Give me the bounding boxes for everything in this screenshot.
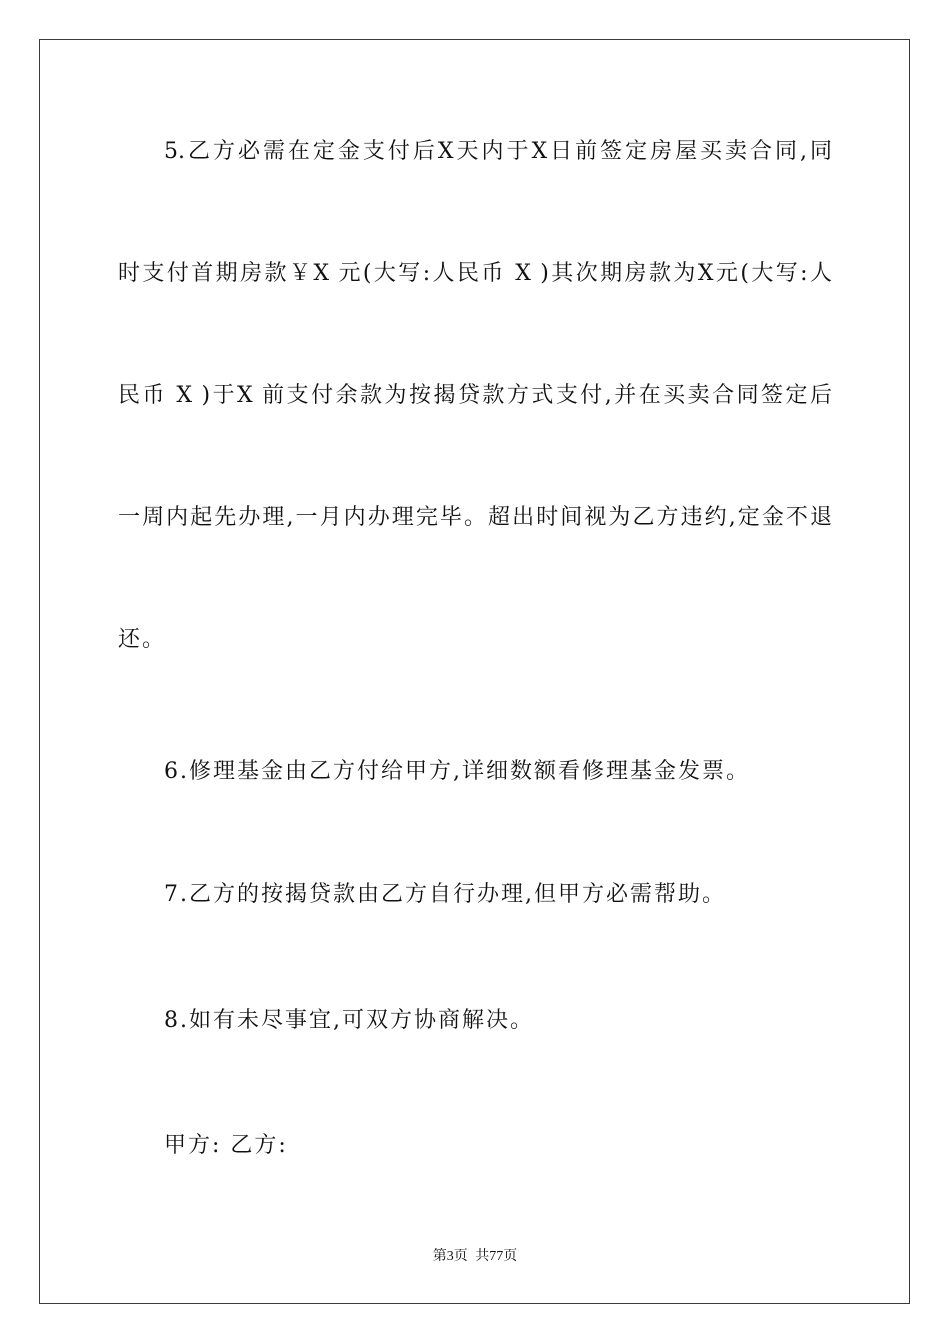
total-page-count: 共77页: [475, 1249, 518, 1264]
paragraph-6: 6.修理基金由乙方付给甲方,详细数额看修理基金发票。: [164, 759, 750, 784]
paragraph-7: 7.乙方的按揭贷款由乙方自行办理,但甲方必需帮助。: [164, 882, 726, 907]
paragraph-5-line-5: 还。: [118, 627, 167, 652]
signature-line: 甲方: 乙方:: [164, 1133, 288, 1158]
paragraph-5-line-1: 5.乙方必需在定金支付后X天内于X日前签定房屋买卖合同,同: [164, 139, 832, 164]
paragraph-8: 8.如有未尽事宜,可双方协商解决。: [164, 1008, 534, 1033]
page-footer: [0, 1248, 950, 1266]
paragraph-5-line-3: 民币 X )于X 前支付余款为按揭贷款方式支付,并在买卖合同签定后: [118, 383, 832, 408]
current-page-number: 第3页: [432, 1249, 468, 1264]
paragraph-5-line-4: 一周内起先办理,一月内办理完毕。超出时间视为乙方违约,定金不退: [118, 505, 832, 530]
page-border: [39, 39, 910, 1304]
paragraph-5-line-2: 时支付首期房款￥X 元(大写:人民币 X )其次期房款为X元(大写:人: [118, 261, 832, 286]
